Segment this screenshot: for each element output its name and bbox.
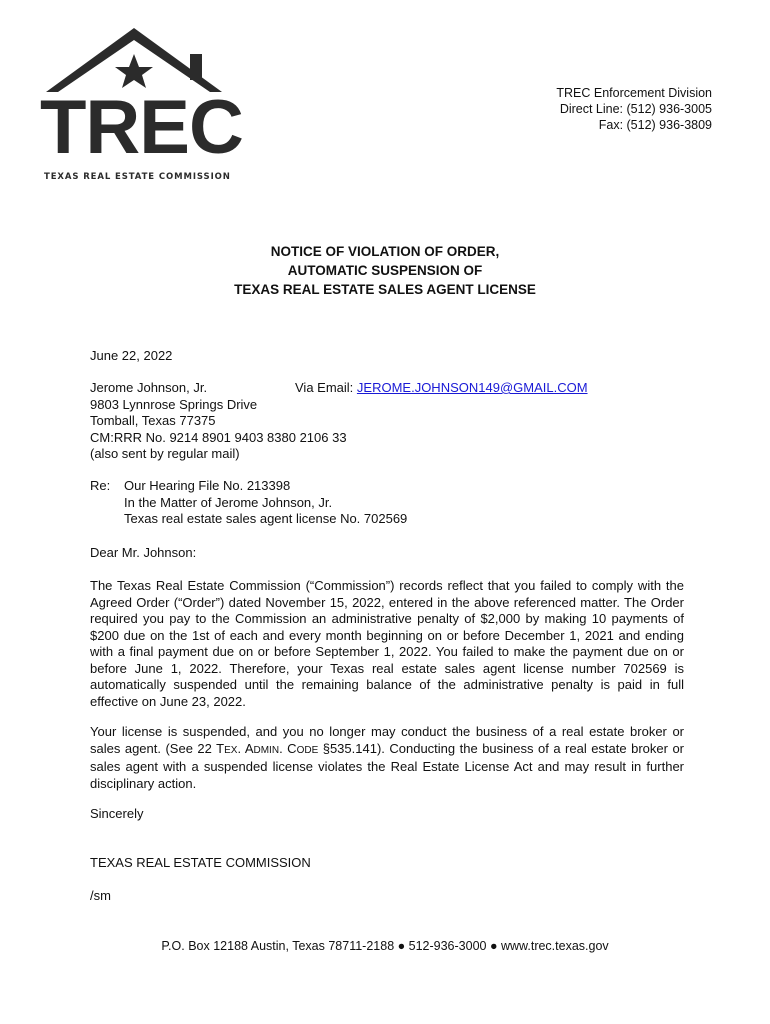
body-paragraph-2 [90,724,684,792]
direct-line: Direct Line: (512) 936-3005 [559,102,712,116]
salutation: Dear Mr. Johnson: [90,545,197,560]
recipient-street: 9803 Lynnrose Springs Drive [90,396,258,412]
hearing-file-number: Our Hearing File No. 213398 [124,478,291,493]
footer-address: P.O. Box 12188 Austin, Texas 78711-2188 ● 512-936-3000 ● www.trec.texas.gov [161,939,609,953]
fax-number: Fax: (512) 936-3809 [598,118,712,132]
via-email [295,380,588,397]
certified-mail-number: CM:RRR No. 9214 8901 9403 8380 2106 33 [90,429,347,445]
license-number: Texas real estate sales agent license No. 702569 [124,511,408,526]
contact-block [420,85,712,133]
recipient-name: Jerome Johnson, Jr. [90,380,208,395]
logo-wordmark: TREC [40,85,243,170]
closing: Sincerely [90,806,144,821]
body-paragraph-1: The Texas Real Estate Commission (“Commission”) records reflect that you failed to comply with the Agreed Order (“Order”) dated November 15, 2022, entered in the above referenced matter. The Order required you pay to the Commission an administrative penalty of $2,000 by making 10 payments of $200 due on the 1st of each and every month beginning on or before December 1, 2021 and ending with a final payment due on or before September 1, 2022. You failed to make the payment due on or before June 1, 2022. Therefore, your Texas real estate sales agent license number 702569 is automatically suspended until the remaining balance of the administrative penalty is paid in full effective on June 23, 2022. [90,578,684,709]
matter-name: In the Matter of Jerome Johnson, Jr. [124,494,333,510]
notice-title [90,242,680,299]
division-name: TREC Enforcement Division [556,86,712,100]
paragraph-2-part-1: Your license is suspended, and you no longer may conduct the business of a real estate broker or sales agent. (See 22 [90,724,684,756]
citation: TEX. ADMIN. CODE [216,740,319,756]
re-label: Re: [90,478,111,493]
title-line-2: AUTOMATIC SUSPENSION OF [287,263,483,278]
email-link[interactable]: JEROME.JOHNSON149@GMAIL.COM [356,380,588,395]
re-block [90,478,684,530]
paragraph-2-part-2: §535.141). Conducting the business of a real estate broker or sales agent with a suspended license violates the Real Estate License Act and may result in further disciplinary action. [90,740,685,791]
via-email-label: Via Email: [295,380,357,395]
title-line-3: TEXAS REAL ESTATE SALES AGENT LICENSE [234,282,536,297]
signature-organization: TEXAS REAL ESTATE COMMISSION [90,855,311,870]
trec-logo [40,26,243,184]
typist-initials: /sm [90,888,111,903]
title-line-1: NOTICE OF VIOLATION OF ORDER, [270,244,500,259]
letter-date: June 22, 2022 [90,348,173,363]
logo-subtitle: TEXAS REAL ESTATE COMMISSION [44,172,231,182]
mail-note: (also sent by regular mail) [90,446,240,461]
recipient-city: Tomball, Texas 77375 [90,413,216,428]
